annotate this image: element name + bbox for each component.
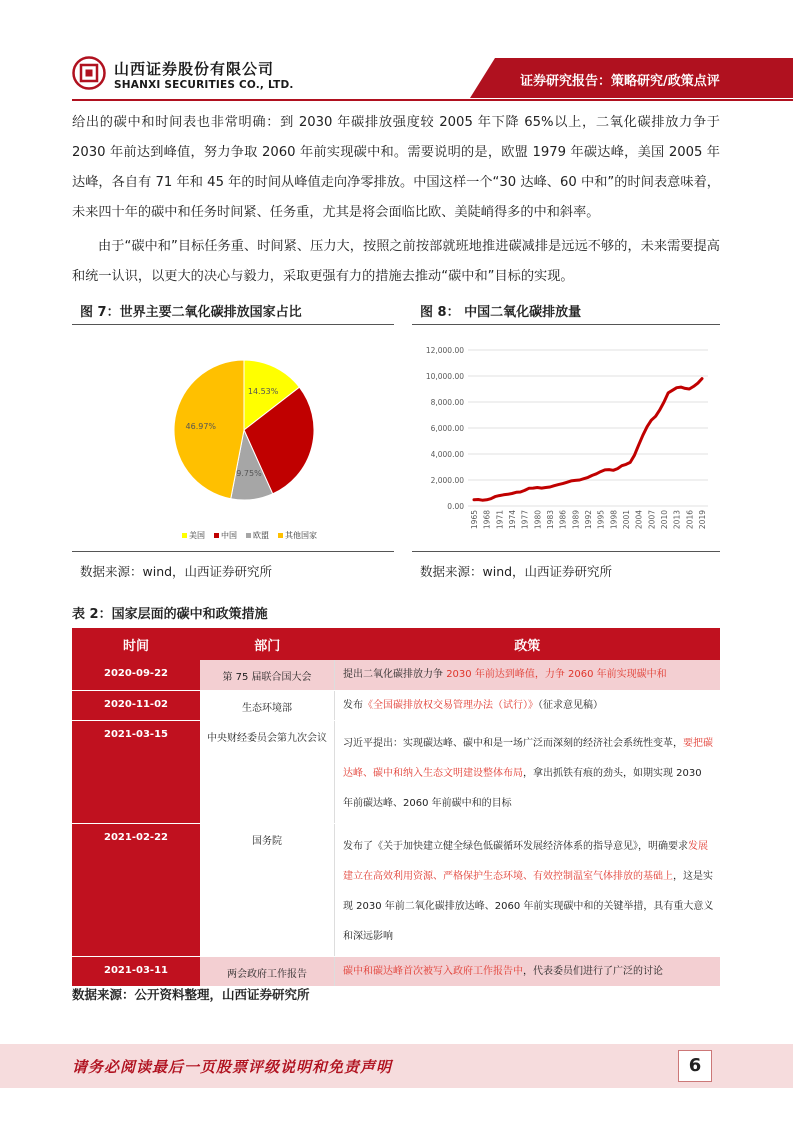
legend-label: 中国	[221, 531, 237, 540]
table2-source: 数据来源：公开资料整理，山西证券研究所	[72, 987, 310, 1002]
x-tick-label: 1977	[520, 510, 530, 530]
cell-policy	[335, 823, 721, 956]
table2-caption: 表 2：国家层面的碳中和政策措施	[72, 607, 268, 622]
policy-table	[72, 628, 720, 987]
pie-chart	[72, 326, 394, 550]
cell-policy	[335, 720, 721, 823]
company-logo-icon	[72, 56, 106, 90]
y-tick-label: 4,000.00	[430, 450, 464, 459]
cell-dept: 中央财经委员会第九次会议	[200, 720, 335, 823]
x-tick-label: 1986	[558, 510, 568, 530]
policy-text: （征求意见稿）	[538, 699, 603, 711]
x-tick-label: 1998	[609, 510, 619, 530]
page-number: 6	[678, 1050, 712, 1082]
legend-swatch	[246, 533, 251, 538]
company-name-cn: 山西证券股份有限公司	[114, 60, 275, 78]
cell-date: 2020-11-02	[72, 690, 200, 720]
cell-policy	[335, 660, 721, 690]
policy-highlight: 《全国碳排放权交易管理办法（试行）》	[363, 699, 538, 711]
cell-date: 2020-09-22	[72, 660, 200, 690]
table-row	[72, 660, 720, 690]
table-row	[72, 690, 720, 720]
company-name-en: SHANXI SECURITIES CO., LTD.	[114, 79, 294, 91]
header-divider	[72, 99, 793, 101]
cell-dept: 两会政府工作报告	[200, 956, 335, 986]
fig7-caption: 图 7：世界主要二氧化碳排放国家占比	[80, 305, 302, 320]
legend-label: 欧盟	[253, 531, 269, 540]
x-tick-label: 1968	[482, 510, 492, 530]
fig8-source: 数据来源：wind，山西证券研究所	[420, 564, 613, 579]
policy-text: 提出二氧化碳排放力争	[343, 669, 447, 680]
policy-text: 习近平提出：实现碳达峰、碳中和是一场广泛而深刻的经济社会系统性变革，	[343, 737, 683, 749]
col-header-dept: 部门	[200, 628, 335, 660]
pie-value-label: 9.75%	[236, 469, 262, 479]
x-tick-label: 1974	[508, 510, 517, 530]
policy-highlight: 碳中和碳达峰首次被写入政府工作报告中	[343, 965, 523, 977]
fig8-caption: 图 8： 中国二氧化碳排放量	[420, 305, 582, 320]
x-tick-label: 2007	[647, 510, 657, 530]
x-tick-label: 1983	[546, 510, 555, 530]
table-row	[72, 956, 720, 986]
policy-text: ，代表委员们进行了广泛的讨论	[523, 965, 663, 977]
cell-dept: 生态环境部	[200, 690, 335, 720]
x-tick-label: 2016	[685, 510, 695, 530]
x-tick-label: 1989	[571, 510, 581, 530]
cell-policy	[335, 956, 721, 986]
y-tick-label: 8,000.00	[430, 398, 464, 407]
policy-highlight: 要把碳达峰、碳中和纳入生态文明建设整体布局	[343, 737, 713, 779]
fig8-caption-rule	[412, 324, 720, 325]
y-tick-label: 2,000.00	[430, 476, 464, 485]
table-header-row	[72, 628, 720, 660]
footer-disclaimer: 请务必阅读最后一页股票评级说明和免责声明	[72, 1058, 393, 1076]
policy-text: 发布	[343, 699, 363, 711]
x-tick-label: 2010	[660, 510, 669, 530]
x-tick-label: 1980	[533, 510, 543, 530]
legend-swatch	[278, 533, 283, 538]
x-tick-label: 2001	[622, 510, 631, 530]
x-tick-label: 2019	[698, 510, 707, 530]
legend-swatch	[182, 533, 187, 538]
policy-text: 发布了《关于加快建立健全绿色低碳循环发展经济体系的指导意见》，明确要求	[343, 840, 688, 852]
col-header-policy: 政策	[335, 628, 721, 660]
y-tick-label: 6,000.00	[430, 424, 464, 433]
x-tick-label: 2004	[634, 510, 644, 530]
line-chart	[412, 326, 720, 550]
cell-date: 2021-03-15	[72, 720, 200, 823]
y-tick-label: 0.00	[447, 502, 464, 511]
report-type: 证券研究报告：策略研究/政策点评	[520, 74, 720, 89]
body-paragraph-1: 给出的碳中和时间表也非常明确：到 2030 年碳排放强度较 2005 年下降 65%以上，二氧化碳排放力争于 2030 年前达到峰值，努力争取 2060 年前实现碳中和。需要说明的是，欧盟 1979 年碳达峰，美国 2005 年达峰，各自有 71 年和 45 年的时间从峰值走向净零排放。中国这样一个“30 达峰、60 中和”的时间表意味着，未来四十年的碳中和任务时间紧、任务重，尤其是将会面临比欧、美陡峭得多的中和斜率。	[72, 115, 720, 220]
legend-label: 其他国家	[285, 531, 317, 540]
y-tick-label: 12,000.00	[425, 346, 464, 355]
table-row	[72, 720, 720, 823]
policy-text: ，拿出抓铁有痕的劲头，如期实现 2030 年前碳达峰、2060 年前碳中和的目标	[343, 767, 702, 809]
fig7-source: 数据来源：wind，山西证券研究所	[80, 564, 273, 579]
x-tick-label: 1995	[596, 510, 606, 530]
x-tick-label: 1965	[470, 510, 479, 530]
cell-policy	[335, 690, 721, 720]
policy-highlight: 发展建立在高效利用资源、严格保护生态环境、有效控制温室气体排放的基础上	[343, 840, 708, 882]
cell-dept: 国务院	[200, 823, 335, 956]
table-row	[72, 823, 720, 956]
pie-value-label: 14.53%	[247, 387, 279, 397]
y-tick-label: 10,000.00	[425, 372, 464, 381]
fig7-caption-rule	[72, 324, 394, 325]
x-tick-label: 1992	[584, 510, 593, 530]
legend-swatch	[214, 533, 219, 538]
policy-highlight: 2030 年前达到峰值，力争 2060 年前实现碳中和	[446, 669, 667, 680]
body-paragraph-2: 由于“碳中和”目标任务重、时间紧、压力大，按照之前按部就班地推进碳减排是远远不够的，未来需要提高和统一认识，以更大的决心与毅力，采取更强有力的措施去推动“碳中和”目标的实现。	[72, 239, 720, 284]
cell-date: 2021-02-22	[72, 823, 200, 956]
cell-date: 2021-03-11	[72, 956, 200, 986]
series-line-0	[474, 379, 702, 501]
x-tick-label: 1971	[495, 510, 505, 530]
pie-value-label: 46.97%	[185, 421, 217, 431]
legend-label: 美国	[189, 531, 205, 540]
cell-dept: 第 75 届联合国大会	[200, 660, 335, 690]
x-tick-label: 2013	[672, 510, 682, 530]
fig8-bottom-rule	[412, 551, 720, 552]
policy-text: ，这是实现 2030 年前二氧化碳排放达峰、2060 年前实现碳中和的关键举措，具有重大意义和深远影响	[343, 870, 714, 942]
col-header-date: 时间	[72, 628, 200, 660]
fig7-bottom-rule	[72, 551, 394, 552]
